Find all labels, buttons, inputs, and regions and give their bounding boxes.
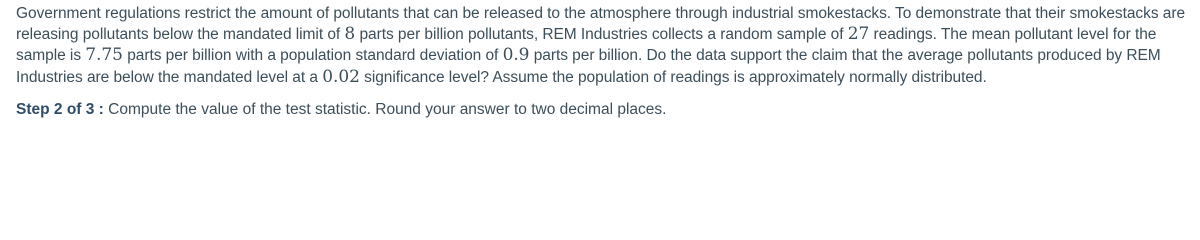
sample-mean-value: 7.75 xyxy=(85,45,123,66)
problem-text-5: parts per billion. Do the data support the claim that the average pollutants produced by REM Industries are below the mandated level at a xyxy=(16,47,1161,86)
significance-level-value: 0.02 xyxy=(322,66,360,87)
problem-text-3: readings. The mean pollutant level for the sample is xyxy=(16,26,1157,65)
step-instruction xyxy=(16,100,1186,120)
step-label: Step 2 of 3 : xyxy=(16,100,104,118)
problem-text-1: Government regulations restrict the amount of pollutants that can be released to the atmosphere through industrial smokestacks. To demonstrate that their smokestacks are releasing pollutants below the mandated limit of xyxy=(16,5,1186,44)
problem-statement xyxy=(16,4,1186,88)
problem-text-2: parts per billion pollutants, REM Industries collects a random sample of xyxy=(355,26,848,44)
step-text: Compute the value of the test statistic. Round your answer to two decimal places. xyxy=(108,100,667,118)
population-sd-value: 0.9 xyxy=(502,45,530,66)
sample-size-value: 27 xyxy=(847,24,870,45)
problem-text-4: parts per billion with a population standard deviation of xyxy=(122,47,503,65)
problem-text-6: significance level? Assume the population of readings is approximately normally distributed. xyxy=(359,68,987,86)
mandated-limit-value: 8 xyxy=(344,24,356,45)
